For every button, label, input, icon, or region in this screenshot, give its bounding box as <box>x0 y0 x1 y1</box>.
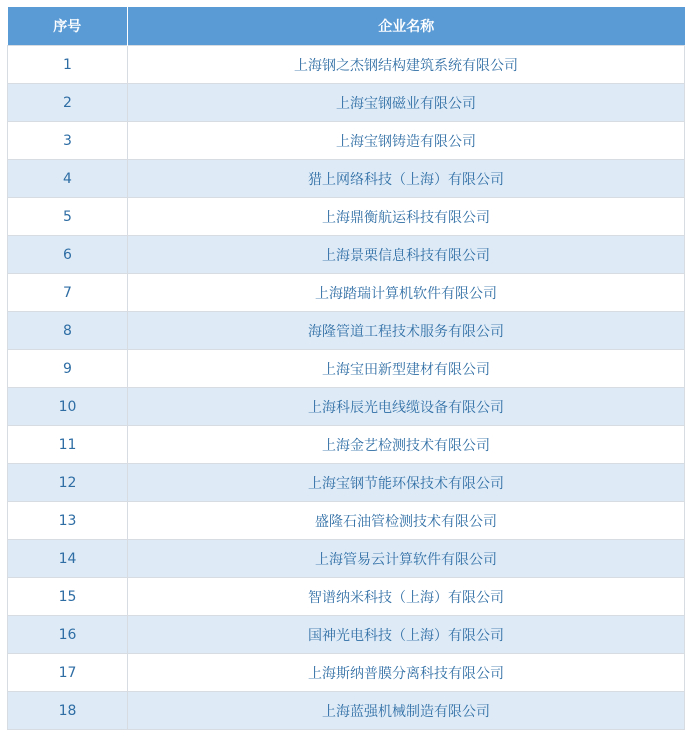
table-row <box>8 198 685 236</box>
header-row <box>8 7 685 46</box>
row-index: 14 <box>8 540 128 578</box>
table-row <box>8 692 685 730</box>
table-row <box>8 464 685 502</box>
table-row <box>8 122 685 160</box>
table-row <box>8 426 685 464</box>
table-row <box>8 160 685 198</box>
row-index: 9 <box>8 350 128 388</box>
row-company-name: 上海钢之杰钢结构建筑系统有限公司 <box>128 46 685 84</box>
row-company-name: 上海宝钢磁业有限公司 <box>128 84 685 122</box>
row-company-name: 上海宝田新型建材有限公司 <box>128 350 685 388</box>
table-row <box>8 236 685 274</box>
row-company-name: 上海踏瑞计算机软件有限公司 <box>128 274 685 312</box>
row-index: 3 <box>8 122 128 160</box>
row-company-name: 上海宝钢铸造有限公司 <box>128 122 685 160</box>
row-index: 18 <box>8 692 128 730</box>
table-row <box>8 578 685 616</box>
row-company-name: 上海科辰光电线缆设备有限公司 <box>128 388 685 426</box>
table-row <box>8 274 685 312</box>
row-company-name: 盛隆石油管检测技术有限公司 <box>128 502 685 540</box>
row-company-name: 上海宝钢节能环保技术有限公司 <box>128 464 685 502</box>
table-row <box>8 388 685 426</box>
row-index: 8 <box>8 312 128 350</box>
row-index: 1 <box>8 46 128 84</box>
table-row <box>8 654 685 692</box>
row-company-name: 国神光电科技（上海）有限公司 <box>128 616 685 654</box>
table-body <box>8 46 685 730</box>
row-index: 15 <box>8 578 128 616</box>
row-index: 7 <box>8 274 128 312</box>
row-company-name: 上海景栗信息科技有限公司 <box>128 236 685 274</box>
table-row <box>8 46 685 84</box>
row-index: 16 <box>8 616 128 654</box>
row-company-name: 智谱纳米科技（上海）有限公司 <box>128 578 685 616</box>
row-index: 4 <box>8 160 128 198</box>
row-company-name: 上海金艺检测技术有限公司 <box>128 426 685 464</box>
row-company-name: 海隆管道工程技术服务有限公司 <box>128 312 685 350</box>
header-company-name: 企业名称 <box>128 7 685 46</box>
row-index: 12 <box>8 464 128 502</box>
row-company-name: 上海斯纳普膜分离科技有限公司 <box>128 654 685 692</box>
company-table <box>7 7 685 730</box>
row-index: 11 <box>8 426 128 464</box>
row-index: 5 <box>8 198 128 236</box>
table-row <box>8 616 685 654</box>
row-index: 13 <box>8 502 128 540</box>
table-row <box>8 502 685 540</box>
row-index: 10 <box>8 388 128 426</box>
row-company-name: 上海蓝强机械制造有限公司 <box>128 692 685 730</box>
row-index: 6 <box>8 236 128 274</box>
header-index: 序号 <box>8 7 128 46</box>
table-header <box>8 7 685 46</box>
table-row <box>8 350 685 388</box>
row-index: 2 <box>8 84 128 122</box>
row-company-name: 上海管易云计算软件有限公司 <box>128 540 685 578</box>
table-row <box>8 84 685 122</box>
table-row <box>8 312 685 350</box>
row-index: 17 <box>8 654 128 692</box>
row-company-name: 上海鼎衡航运科技有限公司 <box>128 198 685 236</box>
table-row <box>8 540 685 578</box>
row-company-name: 猎上网络科技（上海）有限公司 <box>128 160 685 198</box>
